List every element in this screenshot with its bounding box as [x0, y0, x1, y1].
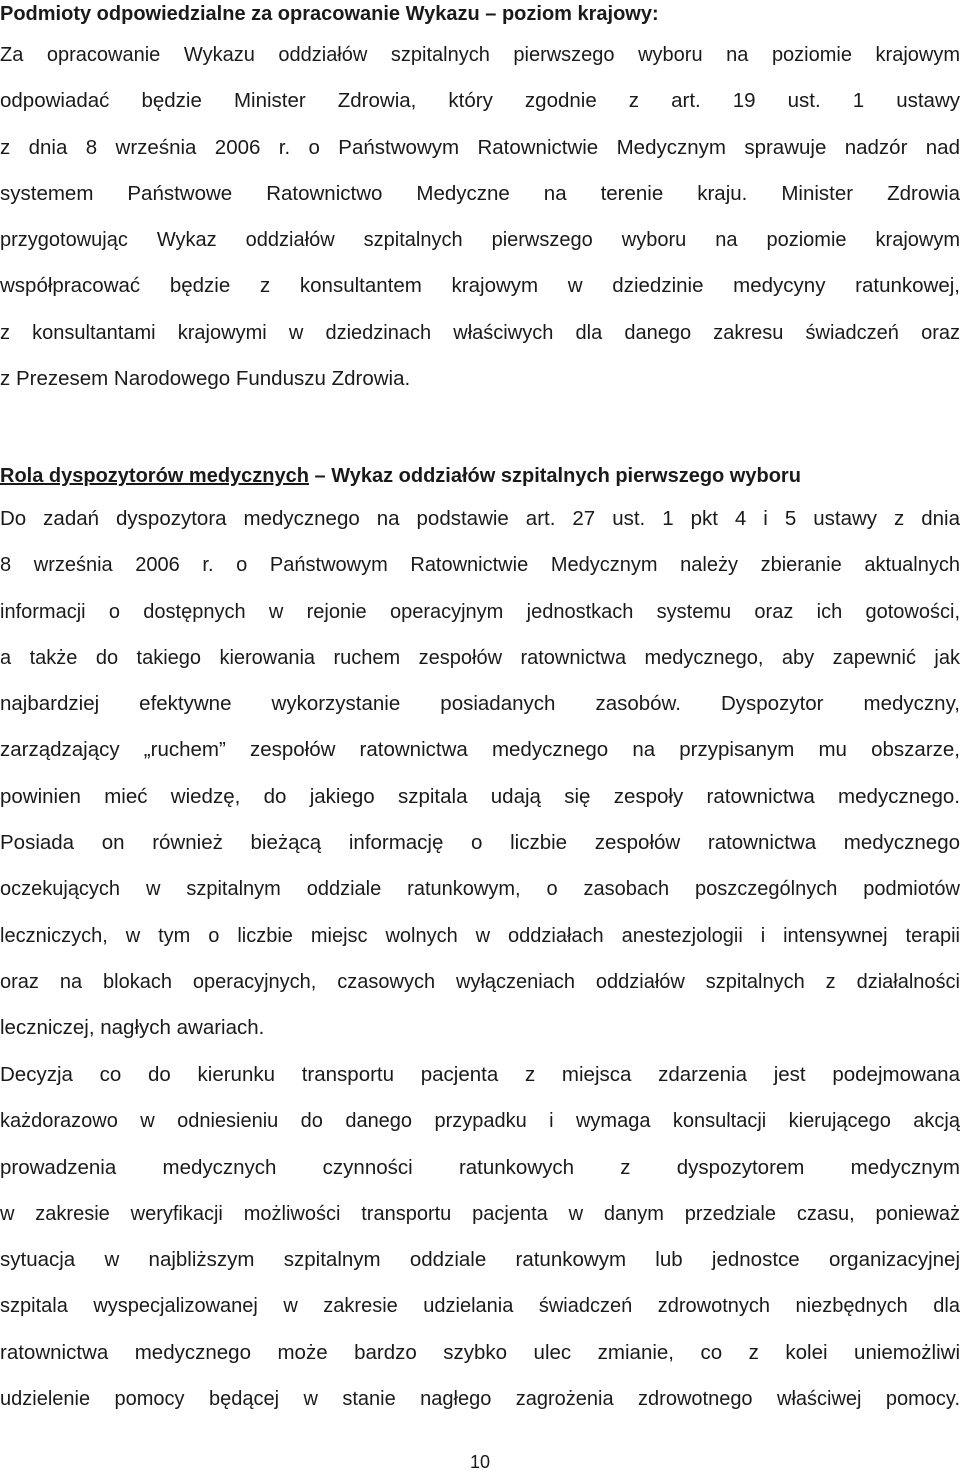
text-line: z konsultantami krajowymi w dziedzinach właściwych dla danego zakresu świadczeń oraz [0, 321, 960, 344]
paragraph-zadania-dyspozytora [0, 506, 960, 1062]
section-heading-rest: – Wykaz oddziałów szpitalnych pierwszego wyboru [308, 465, 801, 487]
page-number: 10 [469, 1452, 491, 1472]
text-line: powinien mieć wiedzę, do jakiego szpitala udają się zespoły ratownictwa medycznego. [0, 784, 960, 808]
text-line: prowadzenia medycznych czynności ratunkowych z dyspozytorem medycznym [0, 1155, 960, 1179]
paragraph-podmioty [0, 42, 960, 412]
text-line: udzielenie pomocy będącej w stanie nagłego zagrożenia zdrowotnego właściwej pomocy. [0, 1388, 960, 1411]
section-heading-text: Podmioty odpowiedzialne za opracowanie Wykazu – poziom krajowy: [0, 3, 659, 25]
text-line: Do zadań dyspozytora medycznego na podstawie art. 27 ust. 1 pkt 4 i 5 ustawy z dnia [0, 507, 960, 530]
text-line: odpowiadać będzie Minister Zdrowia, który zgodnie z art. 19 ust. 1 ustawy [0, 89, 960, 113]
text-line: systemem Państwowe Ratownictwo Medyczne na terenie kraju. Minister Zdrowia [0, 181, 960, 205]
text-line: a także do takiego kierowania ruchem zespołów ratownictwa medycznego, aby zapewnić jak [0, 646, 960, 669]
text-line: z dnia 8 września 2006 r. o Państwowym Ratownictwie Medycznym sprawuje nadzór nad [0, 135, 960, 159]
paragraph-decyzja-transport [0, 1062, 960, 1432]
text-line: sytuacja w najbliższym szpitalnym oddziale ratunkowym lub jednostce organizacyjnej [0, 1248, 960, 1272]
text-line: najbardziej efektywne wykorzystanie posiadanych zasobów. Dyspozytor medyczny, [0, 692, 960, 716]
section-heading-podmioty [0, 1, 960, 27]
text-line: szpitala wyspecjalizowanej w zakresie udzielania świadczeń zdrowotnych niezbędnych dla [0, 1295, 960, 1318]
text-line: Za opracowanie Wykazu oddziałów szpitalnych pierwszego wyboru na poziomie krajowym [0, 44, 960, 66]
text-line: przygotowując Wykaz oddziałów szpitalnych pierwszego wyboru na poziomie krajowym [0, 229, 960, 252]
section-heading-rola-dyspozytorow [0, 463, 960, 489]
text-line: Decyzja co do kierunku transportu pacjenta z miejsca zdarzenia jest podejmowana [0, 1063, 960, 1086]
text-line: zarządzający „ruchem” zespołów ratownictwa medycznego na przypisanym mu obszarze, [0, 738, 960, 762]
text-line: Posiada on również bieżącą informację o liczbie zespołów ratownictwa medycznego [0, 831, 960, 855]
text-line: leczniczych, w tym o liczbie miejsc wolnych w oddziałach anestezjologii i intensywnej terapii [0, 924, 960, 947]
text-line: każdorazowo w odniesieniu do danego przypadku i wymaga konsultacji kierującego akcją [0, 1110, 960, 1133]
section-heading-underlined: Rola dyspozytorów medycznych [0, 465, 309, 487]
text-line: leczniczej, nagłych awariach. [0, 1016, 265, 1040]
text-line: oczekujących w szpitalnym oddziale ratunkowym, o zasobach poszczególnych podmiotów [0, 878, 960, 901]
text-line: informacji o dostępnych w rejonie operacyjnym jednostkach systemu oraz ich gotowości, [0, 600, 960, 623]
text-line: 8 września 2006 r. o Państwowym Ratownictwie Medycznym należy zbieranie aktualnych [0, 554, 960, 577]
text-line: ratownictwa medycznego może bardzo szybko ulec zmianie, co z kolei uniemożliwi [0, 1340, 960, 1364]
text-line: w zakresie weryfikacji możliwości transportu pacjenta w danym przedziale czasu, ponieważ [0, 1202, 960, 1225]
text-line: współpracować będzie z konsultantem krajowym w dziedzinie medycyny ratunkowej, [0, 274, 960, 298]
text-line: z Prezesem Narodowego Funduszu Zdrowia. [0, 367, 411, 391]
text-line: oraz na blokach operacyjnych, czasowych wyłączeniach oddziałów szpitalnych z działalności [0, 970, 960, 993]
